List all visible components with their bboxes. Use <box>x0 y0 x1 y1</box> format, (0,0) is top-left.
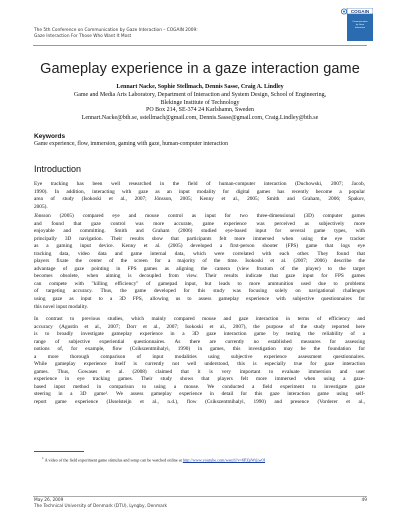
text-line: enjoyable and committing. Smith and Graham (2006) studied eye-based input for several game types, with <box>34 228 365 235</box>
text-line: advantage of gaze pointing in FPS games as aligning the camera (view frustum of the player) to the target <box>34 265 365 272</box>
affiliation-line: Game and Media Arts Laboratory, Department of Interaction and System Design, School of Engineering, <box>73 92 327 98</box>
paragraph <box>34 316 365 407</box>
text-line: using gaze as input to a 3D FPS, allowing us to assess gameplay experience with subjective questionnaires for <box>34 296 365 303</box>
header-divider <box>33 45 367 46</box>
text-line: accuracy (Agustin et al., 2007; Dorr et al., 2007; Isokoski et al., 2007), the purpose of the study reported here <box>34 323 365 330</box>
cogain-logo <box>333 8 373 42</box>
text-line: is to broadly investigate gameplay experience in a 3D gaze interaction game by testing the reliability of a <box>34 331 365 338</box>
keywords-text: Game experience, flow, immersion, gaming with gaze, human-computer interaction <box>34 141 229 147</box>
keywords-heading: Keywords <box>34 133 66 140</box>
page-number: 49 <box>361 498 367 503</box>
section-heading-introduction: Introduction <box>34 164 82 174</box>
text-line: can compete with "killing efficiency" of gamepad input, but leads to more ammunition used due to problems <box>34 280 365 287</box>
text-line: based input method in comparison to using a mouse. We conducted a field experiment to investigate gaze <box>34 383 365 390</box>
text-line: report game experience (IJsselsteijn et al., n.d.), flow (Csikszentmihalyi, 1990) and presence (Vorderer et al., <box>34 399 365 406</box>
text-line: Jönsson (2005) compared eye and mouse control as input for two three-dimensional (3D) computer games <box>34 213 365 219</box>
text-line: as a gaming input device. Kenny et al. (2005) developed a first-person shooter (FPS) game that logs eye <box>34 243 365 250</box>
text-line: notions of, for example, flow (Csikszentmihalyi, 1990) in games, this investigation may be the foundation for <box>34 346 365 353</box>
text-line: becomes obsolete, when aiming is decoupled from view. Their results indicate that gaze input for FPS games <box>34 273 365 280</box>
text-line: of targeting accuracy. Thus, the game developed for this study was focusing solely on navigational challenges <box>34 288 365 295</box>
svg-text:Communication: Communication <box>352 21 368 23</box>
author-list: Lennart Nacke, Sophie Stellmach, Dennis Sasse, Craig A. Lindley <box>116 84 284 90</box>
text-line: a more thorough comparison of input modalities using subjective experience assessment questionnaires. <box>34 353 365 360</box>
footnote-link[interactable]: http://www.youtube.com/watch?v=6PZpWrjjw0I <box>182 457 266 463</box>
paragraph <box>34 213 365 311</box>
footnote <box>42 456 265 462</box>
footer-divider <box>33 496 367 497</box>
logo-text: COGAIN <box>350 8 370 14</box>
text-line: experience in eye tracking games. Their study shows that players felt more immersed when using a gaze- <box>34 376 365 383</box>
text-line: range of subjective experiential questionnaires. As there are currently no established measures for assessing <box>34 338 365 345</box>
svg-text:Interaction: Interaction <box>354 27 366 29</box>
text-line: and found that gaze control was more accurate, game experience was perceived as subjectively more <box>34 220 365 227</box>
affiliation-line: PO Box 214, SE-374 24 Karlshamn, Sweden <box>146 107 254 113</box>
text-line: Eye tracking has been well researched in the field of human-computer interaction (Duchowski, 2007; Jacob, <box>34 181 365 187</box>
footer-venue: The Technical University of Denmark (DTU), Lyngby, Denmark <box>34 504 168 509</box>
text-line: While gameplay experience itself is currently not well understood, this is especially true for gaze interaction <box>34 361 365 368</box>
text-line: area of study (Isokoski et al., 2007; Jönsson, 2005; Kenny et al., 2005; Smith and Graham, 2006; Špakov, <box>34 196 365 203</box>
text-line: this novel input modality. <box>34 303 89 310</box>
text-line: steering in a 3D game¹. We assess gameplay experience in detail for this gaze interaction game using self- <box>34 391 365 398</box>
author-emails: Lennart.Nacke@bth.se, sstellmach@gmail.com, Dennis.Sasse@gmail.com, Craig.Lindley@bth.se <box>81 114 319 121</box>
text-line: 2005). <box>34 203 48 210</box>
footnote-text: A video of the field experiment game stimulus and setup can be watched online at <box>44 457 182 463</box>
text-line: 1990). In addition, interacting with gaze as an input modality for digital games has recently become a popular <box>34 188 365 195</box>
paragraph <box>34 181 365 211</box>
text-line: principally 3D navigation. Their results show that participants felt more immersed when using the eye tracker <box>34 235 365 242</box>
footer-date: May 26, 2009 <box>34 498 64 503</box>
text-line: tracking data, video data and game internal data, which were correlated with each other. They found that <box>34 250 365 257</box>
affiliation-line: Blekinge Institute of Technology <box>160 99 240 106</box>
paper-title: Gameplay experience in a gaze interaction game <box>40 61 360 77</box>
svg-text:by Gaze: by Gaze <box>355 24 365 26</box>
footnote-divider <box>34 451 84 452</box>
conference-subtitle: Gaze Interaction For Those Who Want It Most <box>34 34 132 39</box>
text-line: In contrast to previous studies, which mainly compared mouse and gaze interaction in terms of efficiency and <box>34 316 365 322</box>
text-line: players fixate the center of the screen for a majority of the time. Isokoski et al. (2007; 2006) describe the <box>34 258 365 265</box>
footnote-marker: 1 <box>42 456 44 460</box>
text-line: games. Thus, Gowases et al. (2008) claimed that it is very important to evaluate immersion and user <box>34 368 365 375</box>
conference-title: The 5th Conference on Communication by Gaze Interaction – COGAIN 2009: <box>34 28 198 33</box>
